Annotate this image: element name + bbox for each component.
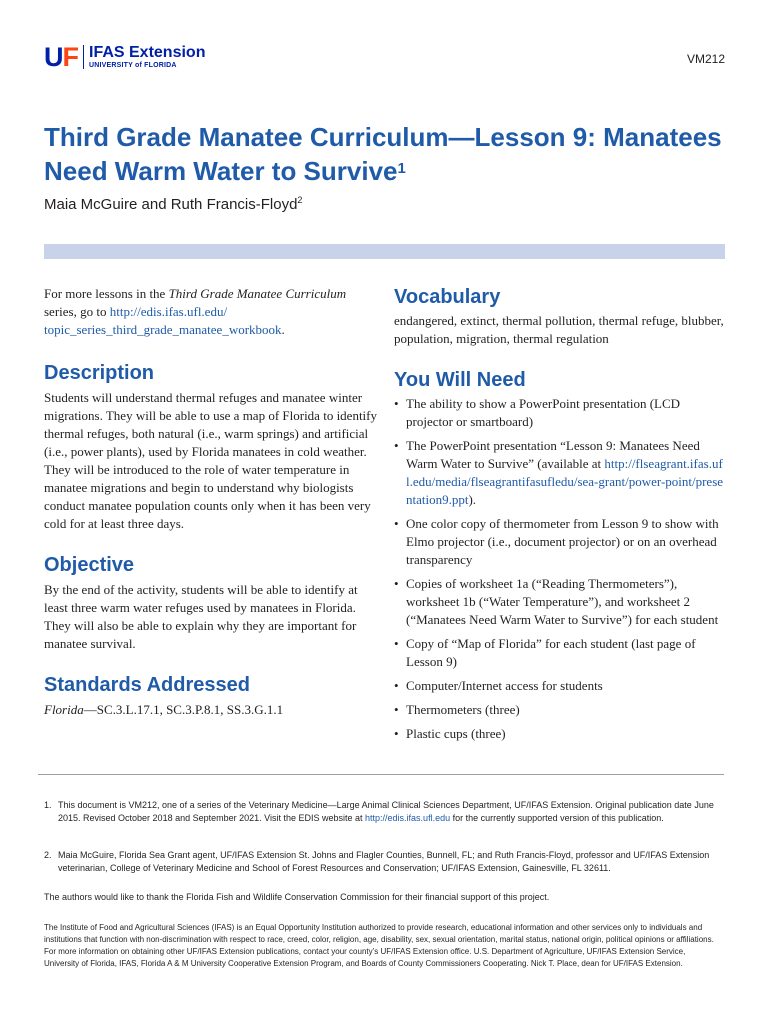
series-title: Third Grade Manatee Curriculum — [168, 286, 347, 301]
document-id: VM212 — [686, 52, 725, 66]
header-band — [44, 244, 725, 259]
list-item: • The ability to show a PowerPoint presentation (LCD projector or smartboard) — [394, 395, 724, 431]
objective-heading: Objective — [44, 554, 135, 576]
footnote-1 — [44, 799, 716, 825]
acknowledgment: The authors would like to thank the Florida Fish and Wildlife Conservation Commission for their financial support of this project. — [44, 892, 550, 902]
footnote-1-post: for the currently supported version of this publication. — [450, 813, 664, 823]
uf-logo-mark: UF — [44, 42, 78, 72]
list-item — [394, 437, 724, 509]
you-will-need-heading: You Will Need — [394, 369, 526, 391]
standards-heading: Standards Addressed — [44, 674, 250, 696]
item2-suffix: ). — [468, 492, 477, 507]
footnote-1-text — [58, 799, 716, 825]
list-item: • One color copy of thermometer from Lesson 9 to show with Elmo projector (i.e., document projector) or on an overhead transparency — [394, 515, 724, 569]
intro-middle: series, go to — [44, 304, 110, 319]
footnote-2-text: Maia McGuire, Florida Sea Grant agent, UF/IFAS Extension St. Johns and Flagler Counties, Bunnell, FL; and Ruth Francis-Floyd, professor and UF/IFAS Extension veterinarian, College of Veterinary Medicine and School of Forest Resources and Conservation; UF/IFAS Extension, Gainesville, FL 32611. — [58, 850, 710, 873]
title-line-2-text: Need Warm Water to Survive — [44, 156, 398, 186]
vocabulary-text: endangered, extinct, thermal pollution, thermal refuge, blubber, population, migration, thermal regulation — [394, 313, 724, 346]
intro-suffix: . — [281, 322, 285, 337]
series-link-part2: topic_series_third_grade_manatee_workbook — [44, 322, 282, 337]
footnote-1-number: 1. — [44, 800, 52, 810]
standards-state: Florida — [44, 702, 84, 717]
title-line-1: Third Grade Manatee Curriculum—Lesson 9: Manatees — [44, 122, 722, 152]
footnote-2 — [44, 849, 716, 875]
ifas-equal-opportunity-statement: The Institute of Food and Agricultural Sciences (IFAS) is an Equal Opportunity Institution authorized to provide research, educational information and other services only to individuals and institutions that function with non-discrimination with respect to race, creed, color, religion, age, disability, sex, sexual orientation, marital status, national origin, political opinions or affiliations. For more information on obtaining other UF/IFAS Extension publications, contact your county’s UF/IFAS Extension office. U.S. Department of Agriculture, UF/IFAS Extension Service, University of Florida, IFAS, Florida A & M University Cooperative Extension Program, and Boards of County Commissioners Cooperating. Nick T. Place, dean for UF/IFAS Extension. — [44, 923, 714, 968]
description-heading: Description — [44, 362, 155, 384]
standards-text — [44, 701, 380, 719]
page-title — [44, 120, 734, 188]
left-column — [44, 285, 380, 719]
item2-text: The PowerPoint presentation “Lesson 9: Manatees Need Warm Water to Survive” (available at — [406, 438, 700, 471]
author-names: Maia McGuire and Ruth Francis-Floyd — [44, 196, 298, 213]
standards-codes: —SC.3.L.17.1, SC.3.P.8.1, SS.3.G.1.1 — [83, 702, 284, 717]
right-column — [394, 285, 724, 743]
footnote-2-number: 2. — [44, 850, 52, 860]
description-text: Students will understand thermal refuges and manatee winter migrations. They will be able to use a map of Florida to identify thermal refuges, both natural (i.e., warm springs) and artificial (i.e., power plants), used by Florida manatees in cold weather. They will be introduced to the role of water temperature in manatee migrations and begin to understand why biologists conduct manatee population counts only when it has been very cold for at least three days. — [44, 390, 377, 531]
logo-ifas-text: IFAS Extension — [89, 43, 206, 61]
footnote-1-pre: This document is VM212, one of a series of the Veterinary Medicine—Large Animal Clinical Sciences Department, UF/IFAS Extension. Original publication date June 2015. Revised October 2018 and September 2021. Visit the EDIS website at — [58, 800, 714, 823]
list-item: • Plastic cups (three) — [394, 725, 724, 743]
logo-university-text: UNIVERSITY of FLORIDA — [89, 61, 177, 69]
objective-text: By the end of the activity, students will be able to identify at least three warm water refuges used by manatees in Florida. They will also be able to explain why they are important for manatee survival. — [44, 582, 358, 651]
intro-prefix: For more lessons in the — [44, 286, 169, 301]
authors — [44, 195, 302, 213]
footnote-divider — [38, 774, 724, 775]
vocabulary-heading: Vocabulary — [394, 286, 501, 308]
intro-paragraph — [44, 285, 380, 339]
logo-divider — [83, 45, 84, 69]
list-item: • Copies of worksheet 1a (“Reading Thermometers”), worksheet 1b (“Water Temperature”), and worksheet 2 (“Manatees Need Warm Water to Survive”) for each student — [394, 575, 724, 629]
series-link-part1: http://edis.ifas.ufl.edu/ — [109, 304, 228, 319]
title-line-2 — [44, 154, 734, 188]
edis-link[interactable]: http://edis.ifas.ufl.edu — [365, 813, 451, 823]
list-item: • Thermometers (three) — [394, 701, 724, 719]
powerpoint-link[interactable]: http://flseagrant.ifas.ufl.edu/media/flseagrantifasufledu/sea-grant/power-point/presentation9.ppt — [406, 456, 724, 507]
list-item: • Copy of “Map of Florida” for each student (last page of Lesson 9) — [394, 635, 724, 671]
you-will-need-list — [394, 395, 724, 743]
authors-footnote-ref[interactable]: 2 — [297, 195, 303, 205]
ifas-extension-logo — [44, 44, 205, 70]
title-footnote-ref[interactable]: 1 — [397, 160, 406, 177]
list-item: • Computer/Internet access for students — [394, 677, 724, 695]
